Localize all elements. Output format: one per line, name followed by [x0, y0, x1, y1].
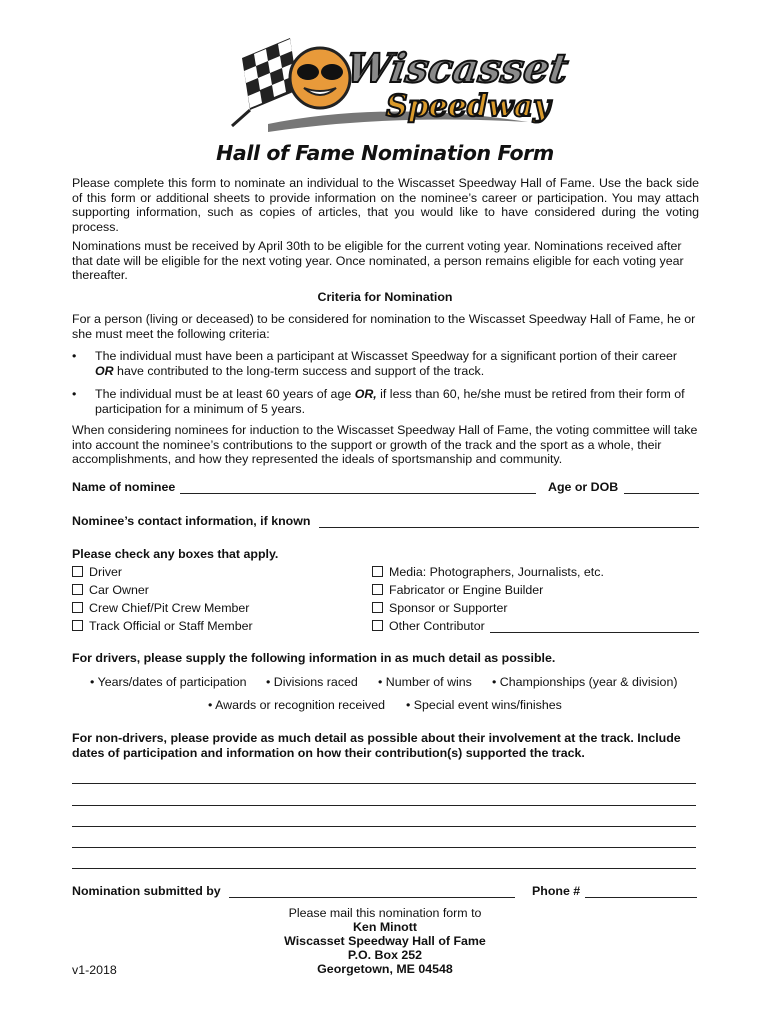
contact-input[interactable]	[319, 527, 699, 528]
checkbox-other[interactable]: Other Contributor	[372, 619, 485, 633]
version-label: v1-2018	[72, 963, 117, 977]
checkbox-icon[interactable]	[372, 602, 383, 613]
svg-text:Speedway: Speedway	[386, 89, 551, 124]
mail-organization: Wiscasset Speedway Hall of Fame	[284, 934, 486, 948]
nondriver-answer-line[interactable]	[72, 805, 696, 806]
wiscasset-speedway-logo	[228, 30, 571, 140]
bullet-icon: •	[72, 387, 77, 401]
form-title: Hall of Fame Nomination Form	[216, 141, 554, 165]
driver-item-championships: • Championships (year & division)	[492, 675, 678, 689]
criteria-lead: For a person (living or deceased) to be considered for nomination to the Wiscasset Speedway Hall of Fame, he or she must meet the following criteria:	[72, 312, 696, 341]
svg-text:Wiscasset: Wiscasset	[343, 45, 571, 92]
intro-paragraph: Please complete this form to nominate an individual to the Wiscasset Speedway Hall of Fame. Use the back side of this form or additional sheets to provide information on the nominee’s career or participation. You may attach supporting information, such as copies of articles, that you would like to have considered during the voting process.	[72, 176, 699, 234]
committee-paragraph: When considering nominees for induction to the Wiscasset Speedway Hall of Fame, the voting committee will take into account the nominee’s contributions to the support or growth of the track and the sport as a whole, their accomplishments, and how they represented the ideals of sportsmanship and community.	[72, 423, 698, 467]
criteria-b2-or: OR,	[354, 387, 377, 401]
nondriver-answer-line[interactable]	[72, 826, 696, 827]
mail-po-box: P.O. Box 252	[347, 948, 423, 962]
checkbox-icon[interactable]	[72, 566, 83, 577]
checkbox-track-official[interactable]: Track Official or Staff Member	[72, 619, 253, 633]
mail-city: Georgetown, ME 04548	[317, 962, 453, 976]
bullet-icon: •	[72, 349, 77, 363]
nondrivers-heading: For non-drivers, please provide as much detail as possible about their involvement at the track. Include dates of participation and information on how their contribution(s) supported the track.	[72, 731, 681, 760]
submitted-by-label: Nomination submitted by	[72, 884, 221, 898]
criteria-b1-or: OR	[95, 363, 114, 378]
phone-label: Phone #	[532, 884, 581, 898]
checkbox-crew-chief[interactable]: Crew Chief/Pit Crew Member	[72, 601, 249, 615]
driver-item-years: • Years/dates of participation	[90, 675, 247, 689]
checkbox-sponsor[interactable]: Sponsor or Supporter	[372, 601, 507, 615]
checkbox-icon[interactable]	[72, 602, 83, 613]
checkbox-icon[interactable]	[372, 584, 383, 595]
nondriver-answer-line[interactable]	[72, 868, 696, 869]
nominee-name-label: Name of nominee	[72, 480, 176, 494]
age-dob-input[interactable]	[624, 493, 699, 494]
mail-instruction: Please mail this nomination form to	[288, 906, 482, 920]
nominee-name-input[interactable]	[180, 493, 536, 494]
checkbox-media[interactable]: Media: Photographers, Journalists, etc.	[372, 565, 604, 579]
mail-name: Ken Minott	[352, 920, 417, 934]
driver-item-awards: • Awards or recognition received	[208, 698, 385, 712]
driver-item-wins: • Number of wins	[378, 675, 472, 689]
nondriver-answer-line[interactable]	[72, 783, 696, 784]
nondriver-answer-line[interactable]	[72, 847, 696, 848]
checkbox-driver[interactable]: Driver	[72, 565, 122, 579]
criteria-b1-text: The individual must have been a participant at Wiscasset Speedway for a significant portion of their career	[95, 349, 677, 363]
checkbox-icon[interactable]	[72, 584, 83, 595]
mascot-face-icon	[290, 48, 350, 108]
driver-item-divisions: • Divisions raced	[266, 675, 358, 689]
criteria-heading: Criteria for Nomination	[317, 290, 453, 304]
checkbox-fabricator[interactable]: Fabricator or Engine Builder	[372, 583, 543, 597]
contact-label: Nominee’s contact information, if known	[72, 514, 311, 528]
other-contributor-input[interactable]	[490, 632, 699, 633]
criteria-b2-text: The individual must be at least 60 years of age	[95, 387, 352, 401]
criteria-b2-text-2: if less than 60, he/she must be retired from their form of participation for a minimum of 5 years.	[95, 387, 685, 416]
checkbox-icon[interactable]	[372, 566, 383, 577]
submitted-by-input[interactable]	[229, 897, 515, 898]
checkered-flag-icon	[232, 38, 298, 126]
drivers-heading: For drivers, please supply the following information in as much detail as possible.	[72, 651, 556, 665]
driver-item-special: • Special event wins/finishes	[406, 698, 562, 712]
checkbox-icon[interactable]	[72, 620, 83, 631]
phone-input[interactable]	[585, 897, 697, 898]
checkbox-heading: Please check any boxes that apply.	[72, 547, 279, 561]
checkbox-car-owner[interactable]: Car Owner	[72, 583, 149, 597]
deadline-paragraph: Nominations must be received by April 30th to be eligible for the current voting year. Nominations received after that date will be eligible for the next voting year. Once nominated, a person remains eligible for each voting year thereafter.	[72, 239, 684, 283]
criteria-b1-text-2: have contributed to the long-term success and support of the track.	[117, 363, 485, 378]
checkbox-icon[interactable]	[372, 620, 383, 631]
age-dob-label: Age or DOB	[548, 480, 619, 494]
